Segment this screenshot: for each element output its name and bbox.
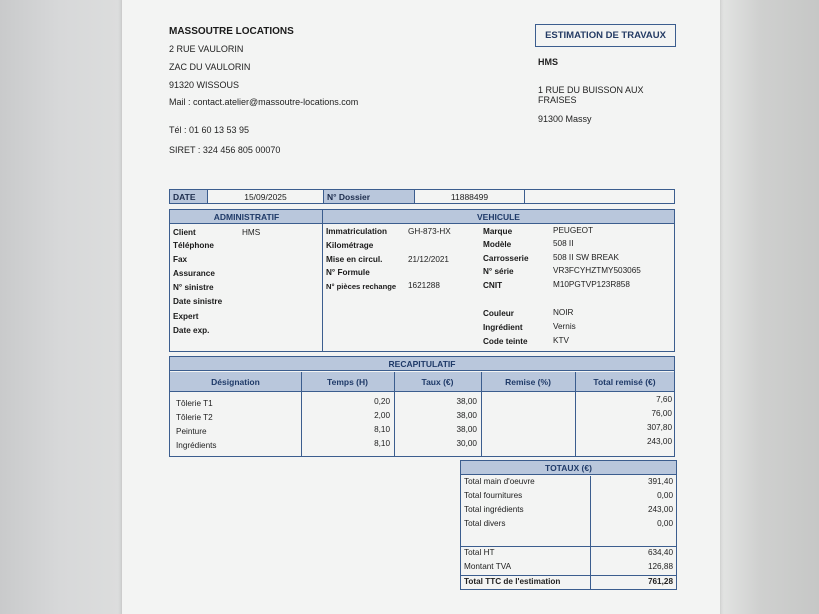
client-city: 91300 Massy <box>538 114 592 124</box>
vehicle-value: GH-873-HX <box>408 227 451 236</box>
totals-value: 391,40 <box>647 477 673 486</box>
date-value: 15/09/2025 <box>208 190 324 203</box>
totals-row <box>461 518 676 532</box>
recap-col-header: Total remisé (€) <box>575 372 674 392</box>
vehicle-value: VR3FCYHZTMY503065 <box>553 266 641 275</box>
company-mail: Mail : contact.atelier@massoutre-locations.com <box>169 97 359 107</box>
admin-label: Client <box>173 228 196 237</box>
vehicle-value: 508 II <box>553 239 574 248</box>
recap-col-header: Temps (H) <box>301 372 394 392</box>
totals-label: Total fournitures <box>464 491 523 500</box>
recap-designation: Peinture <box>176 427 207 436</box>
recap-designation: Tôlerie T1 <box>176 399 213 408</box>
client-address: 1 RUE DU BUISSON AUX FRAISES <box>538 85 644 105</box>
company-siret: SIRET : 324 456 805 00070 <box>169 145 281 155</box>
vehicle-label: N° Formule <box>326 268 370 277</box>
vehicle-label: Carrosserie <box>483 254 529 263</box>
dossier-label: N° Dossier <box>324 190 415 203</box>
recap-total: 76,00 <box>651 409 672 418</box>
vehicle-value: M10PGTVP123R858 <box>553 280 630 289</box>
totals-row <box>461 561 676 575</box>
recap-designation: Ingrédients <box>176 441 217 450</box>
recap-temps: 0,20 <box>374 397 390 406</box>
client-name: HMS <box>538 57 558 67</box>
vehicle-label: Modèle <box>483 240 512 249</box>
recap-header: RECAPITULATIF <box>170 357 674 371</box>
recap-col-divider <box>481 372 482 456</box>
dossier-value: 11888499 <box>415 190 525 203</box>
totals-value: 0,00 <box>657 491 673 500</box>
vehicle-value: Vernis <box>553 322 576 331</box>
vehicle-value: 21/12/2021 <box>408 255 449 264</box>
vehicle-value: 1621288 <box>408 281 440 290</box>
vehicle-header: VEHICULE <box>323 210 674 224</box>
recap-col-header: Taux (€) <box>394 372 481 392</box>
recap-taux: 38,00 <box>456 425 477 434</box>
date-label: DATE <box>170 190 208 203</box>
company-address-2: ZAC DU VAULORIN <box>169 62 251 72</box>
recap-temps: 2,00 <box>374 411 390 420</box>
recap-taux: 30,00 <box>456 439 477 448</box>
totals-label: Total main d'oeuvre <box>464 477 535 486</box>
admin-header: ADMINISTRATIF <box>170 210 323 224</box>
totals-label: Montant TVA <box>464 562 512 571</box>
recap-total: 307,80 <box>646 423 672 432</box>
totals-row <box>461 476 676 490</box>
vehicle-label: CNIT <box>483 281 503 290</box>
vehicle-label: Code teinte <box>483 337 528 346</box>
recap-col-divider <box>301 372 302 456</box>
vehicle-label: N° pièces rechange <box>326 282 397 291</box>
totals-header: TOTAUX (€) <box>461 461 676 475</box>
totals-table <box>460 460 677 590</box>
document-title: ESTIMATION DE TRAVAUX <box>535 24 676 47</box>
recap-table <box>169 356 675 457</box>
vehicle-label: N° série <box>483 267 514 276</box>
admin-label: N° sinistre <box>173 283 214 292</box>
recap-col-divider <box>394 372 395 456</box>
company-city: 91320 WISSOUS <box>169 80 240 90</box>
totals-row <box>461 490 676 504</box>
totals-label: Total HT <box>464 548 495 557</box>
company-address-1: 2 RUE VAULORIN <box>169 44 244 54</box>
info-divider <box>322 210 323 351</box>
totals-row <box>461 547 676 561</box>
vehicle-label: Marque <box>483 227 513 236</box>
totals-row <box>461 504 676 518</box>
admin-client-value: HMS <box>242 228 261 237</box>
recap-col-divider <box>575 372 576 456</box>
recap-taux: 38,00 <box>456 411 477 420</box>
admin-label: Téléphone <box>173 241 214 250</box>
vehicle-value: KTV <box>553 336 569 345</box>
recap-taux: 38,00 <box>456 397 477 406</box>
totals-ttc-row <box>461 576 676 590</box>
recap-total: 7,60 <box>656 395 672 404</box>
totals-label: Total divers <box>464 519 506 528</box>
vehicle-value: PEUGEOT <box>553 226 594 235</box>
admin-label: Date exp. <box>173 326 210 335</box>
totals-label: Total ingrédients <box>464 505 524 514</box>
recap-col-header: Remise (%) <box>481 372 575 392</box>
vehicle-value: NOIR <box>553 308 574 317</box>
info-table <box>169 209 675 352</box>
vehicle-label: Couleur <box>483 309 514 318</box>
vehicle-label: Immatriculation <box>326 227 387 236</box>
bar-empty-cell <box>525 190 674 203</box>
vehicle-label: Ingrédient <box>483 323 523 332</box>
recap-col-header: Désignation <box>170 372 301 392</box>
totals-ttc-value: 761,28 <box>647 577 673 586</box>
totals-ttc-label: Total TTC de l'estimation <box>464 577 561 586</box>
admin-label: Date sinistre <box>173 297 223 306</box>
admin-label: Assurance <box>173 269 215 278</box>
totals-value: 0,00 <box>657 519 673 528</box>
totals-value: 243,00 <box>647 505 673 514</box>
totals-value: 126,88 <box>647 562 673 571</box>
company-phone: Tél : 01 60 13 53 95 <box>169 125 250 135</box>
date-dossier-bar <box>169 189 675 204</box>
vehicle-label: Kilométrage <box>326 241 374 250</box>
recap-total: 243,00 <box>646 437 672 446</box>
recap-temps: 8,10 <box>374 439 390 448</box>
admin-label: Fax <box>173 255 188 264</box>
company-name: MASSOUTRE LOCATIONS <box>169 26 294 37</box>
totals-value: 634,40 <box>647 548 673 557</box>
recap-temps: 8,10 <box>374 425 390 434</box>
vehicle-label: Mise en circul. <box>326 255 383 264</box>
vehicle-value: 508 II SW BREAK <box>553 253 619 262</box>
recap-designation: Tôlerie T2 <box>176 413 213 422</box>
admin-label: Expert <box>173 312 199 321</box>
